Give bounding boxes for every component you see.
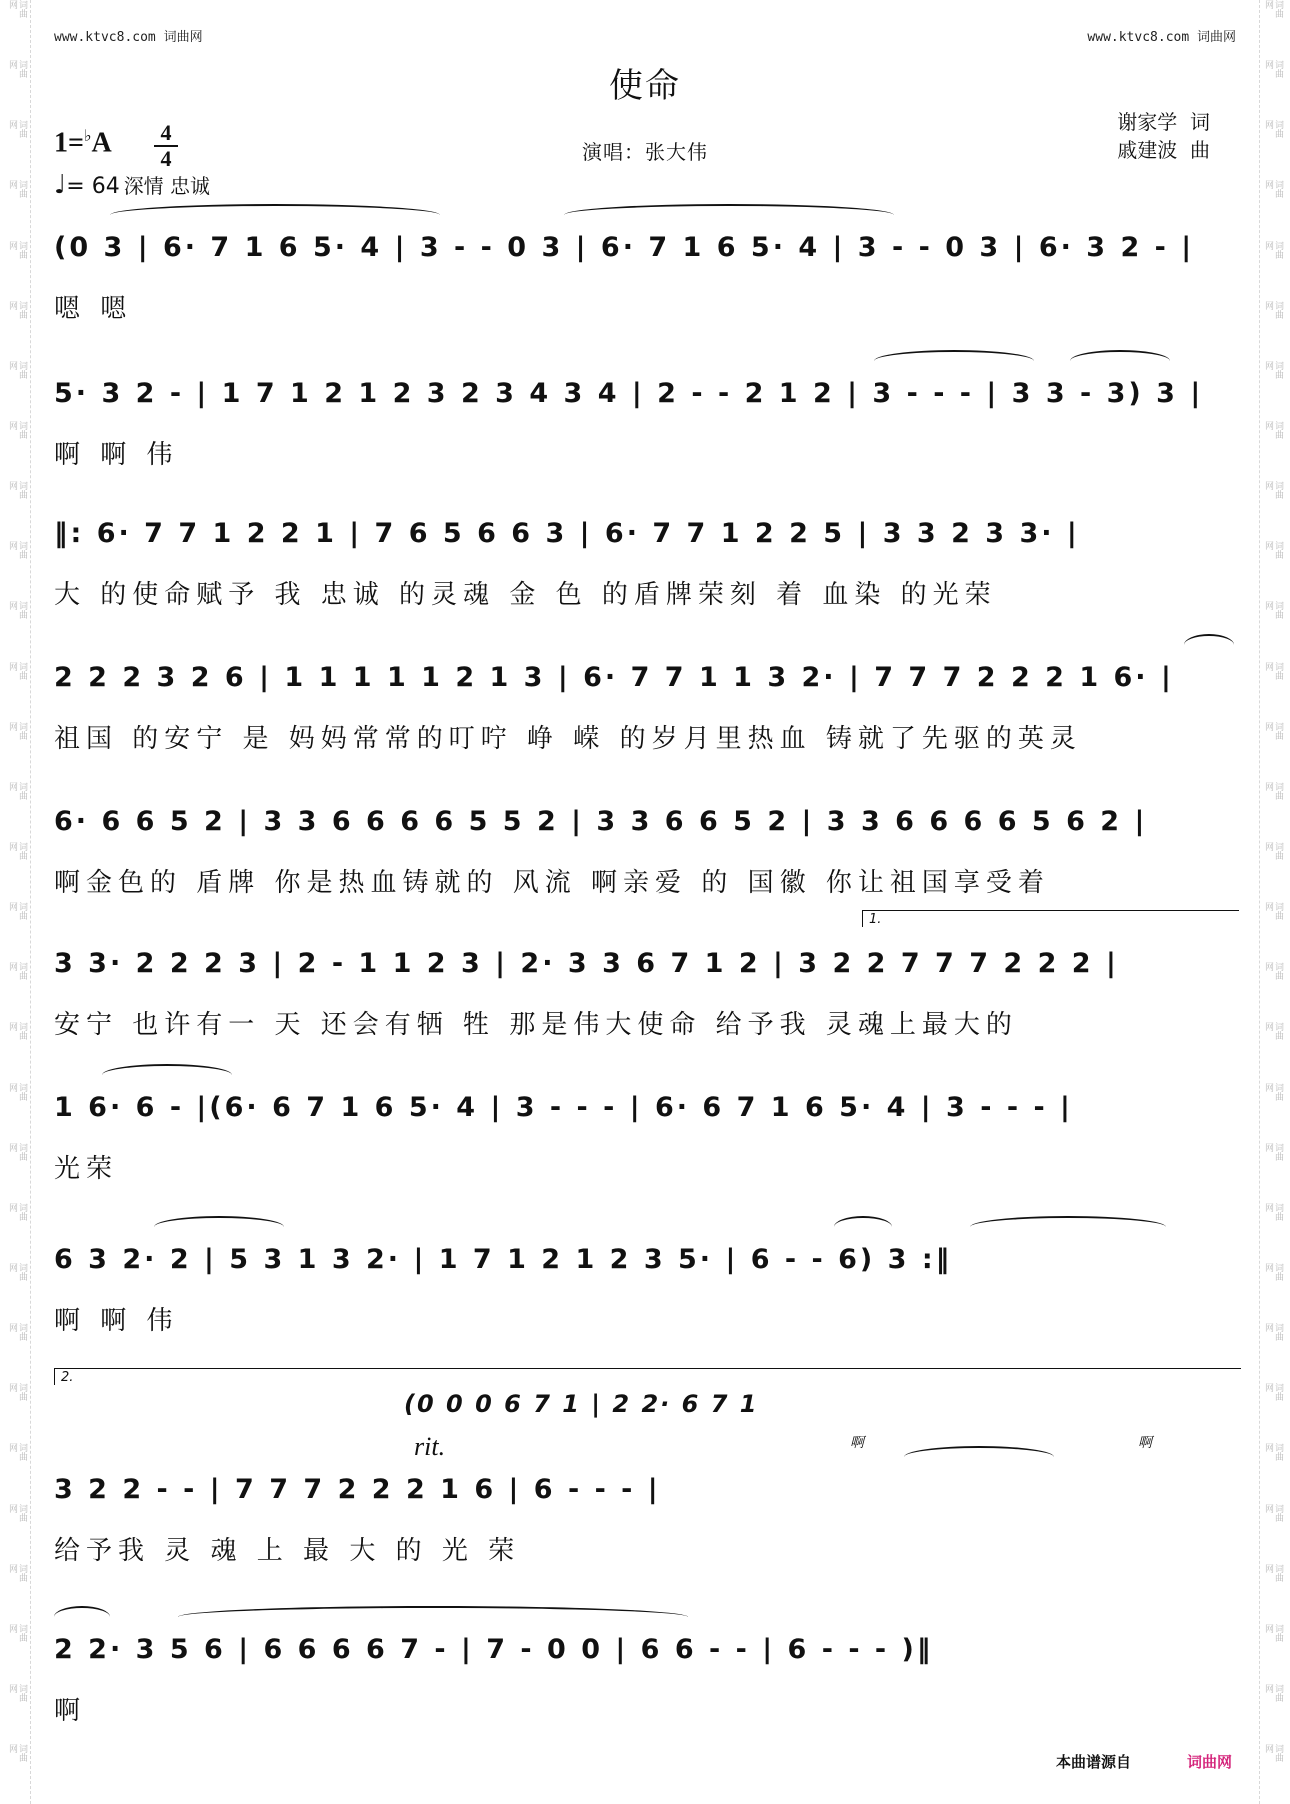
footer-source-text: 本曲谱源自 (1055, 1753, 1131, 1771)
lyrics-line: 啊金色的 盾牌 你是热血铸就的 风流 啊亲爱 的 国徽 你让祖国享受着 (54, 868, 1050, 898)
time-signature-top: 4 (160, 120, 172, 145)
expression-text: 深情 忠诚 (123, 174, 211, 198)
accompaniment-lyric: 啊 (850, 1435, 864, 1451)
slur (970, 1216, 1166, 1238)
score-system-10 (54, 1634, 1234, 1727)
score-system-9 (54, 1474, 1234, 1567)
lyrics-line: 光荣 (54, 1154, 119, 1184)
slur (1070, 350, 1170, 372)
score-system-5 (54, 806, 1234, 899)
slur (904, 1446, 1054, 1468)
lyrics-line: 安宁 也许有一 天 还会有牺 牲 那是伟大使命 给予我 灵魂上最大的 (54, 1010, 1018, 1040)
notes-line: ‖: 6· 7 7 1 2 2 1 | 7 6 5 6 6 3 | 6· 7 7 1 2 2 5 | 3 3 2 3 3· | (54, 518, 1080, 549)
score-system-4 (54, 662, 1234, 755)
slur (54, 1606, 110, 1628)
song-title: 使命 (609, 66, 681, 106)
tempo-marking (54, 170, 210, 200)
score-system-7 (54, 1092, 1234, 1185)
notes-line: 5· 3 2 - | 1 7 1 2 1 2 3 2 3 4 3 4 | 2 - - 2 1 2 | 3 - - - | 3 3 - 3) 3 | (54, 378, 1204, 409)
slur (874, 350, 1034, 372)
score-system-2 (54, 378, 1234, 471)
score-system-3 (54, 518, 1234, 611)
slur (102, 1064, 232, 1086)
score-system-6 (54, 912, 1234, 1041)
left-watermark-strip: 词曲网 词曲网 词曲网 词曲网 词曲网 词曲网 词曲网 词曲网 词曲网 词曲网 词曲网 词曲网 词曲网 词曲网 词曲网 词曲网 词曲网 词曲网 词曲网 词曲网 词曲网 词曲网 词曲网 词曲网 词曲网 词曲网 词曲网 词曲网 词曲网 词曲网 (4, 0, 31, 1804)
footer-source (1056, 1751, 1232, 1772)
notes-line: 2 2· 3 5 6 | 6 6 6 6 7 - | 7 - 0 0 | 6 6 - - | 6 - - - )‖ (54, 1634, 934, 1665)
notes-line: 6· 6 6 5 2 | 3 3 6 6 6 6 5 5 2 | 3 3 6 6 5 2 | 3 3 6 6 6 6 5 6 2 | (54, 806, 1148, 837)
quarter-note-icon: ♩ (54, 170, 67, 200)
key-note: A (91, 127, 112, 159)
site-watermark-left: www.ktvc8.com 词曲网 (54, 30, 203, 45)
lyrics-line: 给予我 灵 魂 上 最 大 的 光 荣 (54, 1536, 521, 1566)
accompaniment-line: (0 0 0 6 7 1 | 2 2· 6 7 1 (404, 1390, 759, 1418)
singer-credit: 演唱：张大伟 (582, 140, 708, 164)
time-signature-bottom: 4 (160, 146, 172, 171)
second-ending-bracket: 2. (54, 1368, 1241, 1385)
slur (834, 1216, 892, 1238)
accompaniment-lyric: 啊 (1138, 1435, 1152, 1451)
lyrics-line: 大 的使命赋予 我 忠诚 的灵魂 金 色 的盾牌荣刻 着 血染 的光荣 (54, 580, 997, 610)
notes-line: 3 3· 2 2 2 3 | 2 - 1 1 2 3 | 2· 3 3 6 7 1 2 | 3 2 2 7 7 7 2 2 2 | (54, 948, 1119, 979)
right-watermark-strip: 词曲网 词曲网 词曲网 词曲网 词曲网 词曲网 词曲网 词曲网 词曲网 词曲网 词曲网 词曲网 词曲网 词曲网 词曲网 词曲网 词曲网 词曲网 词曲网 词曲网 词曲网 词曲网 词曲网 词曲网 词曲网 词曲网 词曲网 词曲网 词曲网 词曲网 (1259, 0, 1286, 1804)
lyrics-line: 啊 啊 伟 (54, 1306, 179, 1336)
score-system-1 (54, 232, 1234, 325)
key-label: 1= (54, 127, 84, 159)
site-watermark-right: www.ktvc8.com 词曲网 (1087, 30, 1236, 45)
slur (178, 1606, 688, 1628)
footer-brand-link[interactable]: 词曲网 (1186, 1753, 1232, 1771)
notes-line: 2 2 2 3 2 6 | 1 1 1 1 1 2 1 3 | 6· 7 7 1 1 3 2· | 7 7 7 2 2 2 1 6· | (54, 662, 1174, 693)
tempo-value: = 64 (66, 174, 120, 199)
first-ending-bracket: 1. (862, 910, 1239, 927)
slur (154, 1216, 284, 1238)
notes-line: 3 2 2 - - | 7 7 7 2 2 2 1 6 | 6 - - - | (54, 1474, 661, 1505)
lyrics-line: 啊 啊 伟 (54, 440, 179, 470)
slur (1184, 634, 1234, 656)
slur (564, 204, 894, 226)
flat-symbol: ♭ (83, 128, 92, 145)
notes-line: 6 3 2· 2 | 5 3 1 3 2· | 1 7 1 2 1 2 3 5· | 6 - - 6) 3 :‖ (54, 1244, 953, 1275)
credits-block (1117, 108, 1210, 164)
notes-line: (0 3 | 6· 7 1 6 5· 4 | 3 - - 0 3 | 6· 7 1 6 5· 4 | 3 - - 0 3 | 6· 3 2 - | (54, 232, 1195, 263)
ritardando-mark: rit. (414, 1432, 446, 1461)
lyrics-line: 啊 (54, 1696, 87, 1726)
slur (110, 204, 440, 226)
lyricist-credit: 谢家学 词 (1117, 110, 1210, 134)
composer-credit: 戚建波 曲 (1117, 138, 1210, 162)
lyrics-line: 嗯 嗯 (54, 294, 133, 324)
score-system-8 (54, 1244, 1234, 1337)
lyrics-line: 祖国 的安宁 是 妈妈常常的叮咛 峥 嵘 的岁月里热血 铸就了先驱的英灵 (54, 724, 1082, 754)
notes-line: 1 6· 6 - |(6· 6 7 1 6 5· 4 | 3 - - - | 6· 6 7 1 6 5· 4 | 3 - - - | (54, 1092, 1073, 1123)
